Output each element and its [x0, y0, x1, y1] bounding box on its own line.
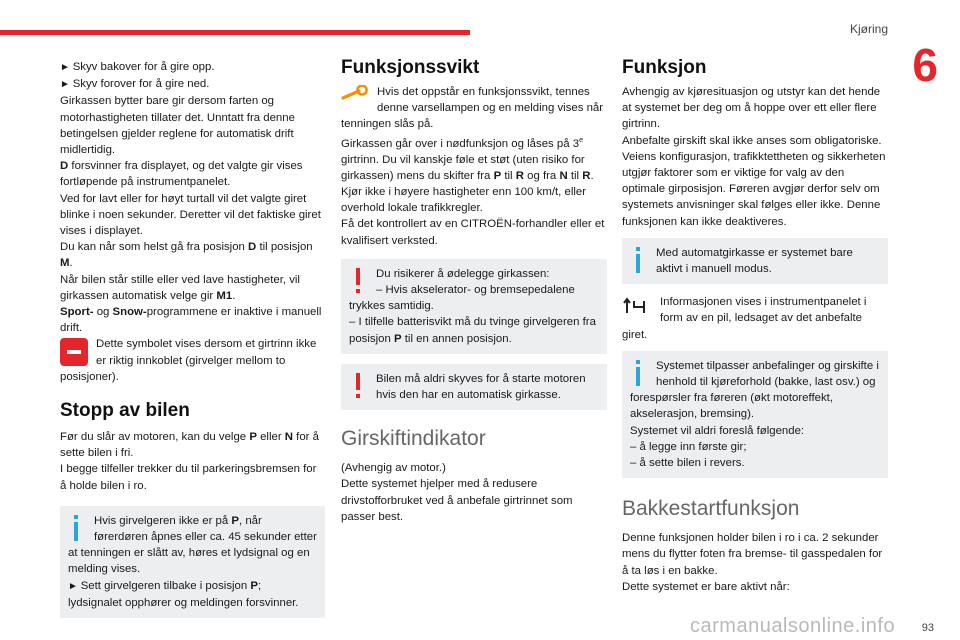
- hill-start-heading: Bakkestartfunksjon: [622, 497, 800, 521]
- paragraph: Når bilen står stille eller ved lave hastigheter, vil girkassen automatisk velge gir M1.: [60, 273, 300, 302]
- paragraph: Girkassen går over i nødfunksjon og låses på 3e girtrinn. Du vil kanskje føle et støt (uten risiko for girkassen) mens du skifter fra P til R og fra N til R.: [341, 136, 594, 182]
- paragraph: I begge tilfeller trekker du til parkeringsbremsen for å holde bilen i ro.: [60, 463, 317, 492]
- paragraph: Du kan når som helst gå fra posisjon D til posisjon M.: [60, 241, 313, 270]
- column-2: [341, 56, 607, 525]
- paragraph: Denne funksjonen holder bilen i ro i ca. 2 sekunder mens du flytter foten fra bremse- til gasspedalen for å ta løs i en bakke.: [622, 532, 883, 577]
- section-title: Kjøring: [849, 22, 888, 36]
- paragraph: Før du slår av motoren, kan du velge P eller N for å sette bilen i fri.: [60, 431, 319, 460]
- gear-fault-note: Dette symbolet vises dersom et girtrinn ikke er riktig innkoblet (girvelger mellom to posisjoner).: [60, 338, 317, 383]
- warning-icon: [353, 373, 365, 399]
- warning-icon: [353, 268, 365, 294]
- paragraph: (Avhengig av motor.): [341, 462, 446, 475]
- gear-arrow-note: Informasjonen vises i instrumentpanelet i form av en pil, ledsaget av det anbefalte giret.: [622, 296, 867, 341]
- fault-heading: Funksjonssvikt: [341, 57, 480, 78]
- paragraph: Sport- og Snow-programmene er inaktive i manuell drift.: [60, 306, 322, 335]
- info-box: Hvis girvelgeren ikke er på P, når førerdøren åpnes eller ca. 45 sekunder etter at tenningen er slått av, høres et lydsignal og en melding vises. ► Sett girvelgeren tilbake i posisjon P; lydsignalet opphører og meldingen forsvinner.: [60, 506, 325, 618]
- info-box: Systemet tilpasser anbefalinger og girskifte i henhold til kjøreforhold (bakke, last osv.) og forespørsler fra føreren (økt motoreffekt, akselerasjon, bremsing). Systemet vil aldri foreslå følgende: – å legge inn første gir; – å sette bilen i revers.: [622, 351, 888, 478]
- wrench-icon: [341, 85, 369, 106]
- indicator-heading: Girskiftindikator: [341, 427, 486, 451]
- function-heading: Funksjon: [622, 57, 707, 78]
- column-1: [60, 59, 325, 628]
- paragraph: Girkassen bytter bare gir dersom farten og motorhastigheten tillater det. Unntatt fra denne betingelsen gjelder reglene for automatisk drift midlertidig.: [60, 95, 295, 157]
- paragraph: Dette systemet er bare aktivt når:: [622, 580, 790, 593]
- gear-up-arrow-icon: [622, 295, 652, 322]
- column-3: [622, 56, 888, 595]
- info-icon: [633, 360, 647, 386]
- paragraph: Anbefalte girskift skal ikke anses som obligatoriske. Veiens konfigurasjon, trafikktettheten og sikkerheten utgjør faktorer som er viktige for valg av den optimale girposisjon. Føreren avgjør derfor selv om systemets anvisninger skal følges eller ikke. Denne funksjonen kan ikke deaktiveres.: [622, 134, 886, 228]
- chapter-number: 6: [912, 39, 938, 91]
- paragraph: Kjør ikke i høyere hastigheter enn 100 km/t, eller overhold lokale trafikkregler.: [341, 186, 587, 215]
- info-icon: [633, 247, 647, 273]
- page-number: 93: [921, 622, 934, 634]
- warning-box: Bilen må aldri skyves for å starte motoren hvis den har en automatisk girkasse.: [341, 364, 607, 410]
- paragraph: D forsvinner fra displayet, og det valgte gir vises fortløpende på instrumentpanelet.: [60, 160, 303, 189]
- info-box: Med automatgirkasse er systemet bare aktivt i manuell modus.: [622, 238, 888, 284]
- paragraph: Få det kontrollert av en CITROËN-forhandler eller et kvalifisert verksted.: [341, 218, 605, 247]
- top-accent-bar: [0, 30, 470, 35]
- warning-box: Du risikerer å ødelegge girkassen: – Hvis akselerator- og bremsepedalene trykkes samtidig. – I tilfelle batterisvikt må du tvinge girvelgeren fra posisjon P til en annen posisjon.: [341, 259, 607, 354]
- watermark: carmanualsonline.info: [690, 615, 896, 637]
- shift-down-step: ► Skyv forover for å gire ned.: [60, 76, 325, 93]
- paragraph: Ved for lavt eller for høyt turtall vil det valgte giret blinke i noen sekunder. Deretter vil det faktiske giret vises i displayet.: [60, 192, 321, 238]
- gear-fault-icon: [60, 338, 88, 366]
- fault-warning: Hvis det oppstår en funksjonssvikt, tennes denne varsellampen og en melding vises når tenningen slås på.: [341, 86, 604, 131]
- info-icon: [71, 515, 85, 541]
- stop-heading: Stopp av bilen: [60, 400, 190, 422]
- paragraph: Dette systemet hjelper med å redusere drivstofforbruket ved å anbefale girtrinnet som passer best.: [341, 478, 573, 523]
- shift-up-step: ► Skyv bakover for å gire opp.: [60, 59, 325, 76]
- paragraph: Avhengig av kjøresituasjon og utstyr kan det hende at systemet ber deg om å hoppe over ett eller flere girtrinn.: [622, 86, 881, 131]
